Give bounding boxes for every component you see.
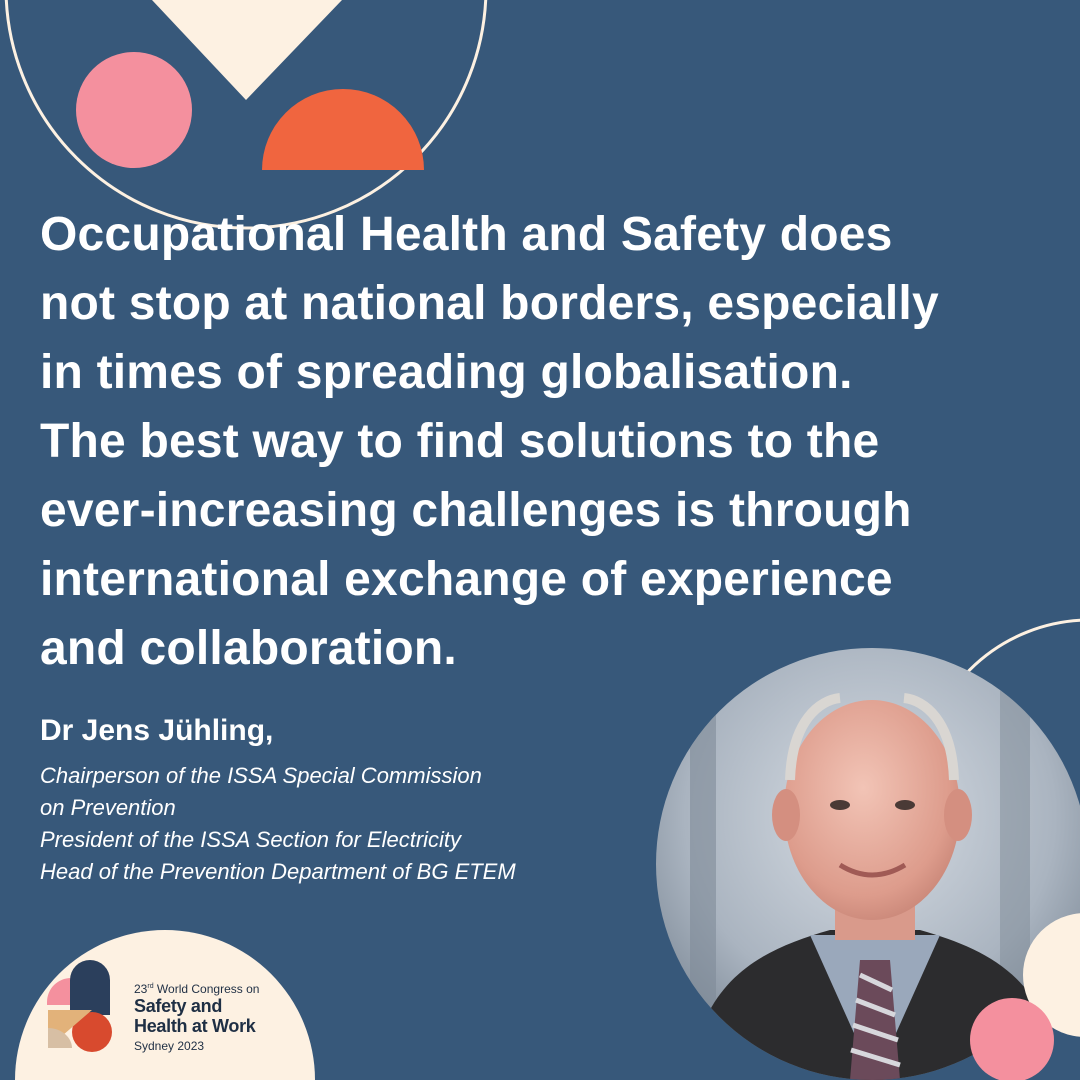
congress-title-line1: Safety and	[134, 996, 223, 1016]
congress-title-line2: Health at Work	[134, 1016, 256, 1036]
quote-line: in times of spreading globalisation.	[40, 346, 853, 399]
orange-half-circle	[262, 89, 424, 170]
author-name: Dr Jens Jühling,	[40, 714, 274, 747]
congress-edition	[134, 980, 259, 996]
author-roles	[40, 760, 680, 888]
edition-number: 23	[134, 982, 148, 996]
quote-line: The best way to find solutions to the	[40, 415, 880, 468]
author-role-line: Head of the Prevention Department of BG ETEM	[40, 859, 516, 884]
edition-suffix: rd	[147, 983, 154, 990]
quote-line: not stop at national borders, especially	[40, 277, 939, 330]
quote-text	[40, 200, 1030, 683]
author-role-line: on Prevention	[40, 795, 176, 820]
congress-logo-text	[134, 980, 259, 1054]
event-line: World Congress on	[153, 982, 260, 996]
author-role-line: Chairperson of the ISSA Special Commission	[40, 763, 482, 788]
quote-line: Occupational Health and Safety does	[40, 208, 893, 261]
quote-line: international exchange of experience	[40, 553, 893, 606]
quote-line: ever-increasing challenges is through	[40, 484, 912, 537]
congress-city-year: Sydney 2023	[134, 1039, 205, 1053]
pink-circle-bottom-right	[970, 998, 1054, 1080]
quote-line: and collaboration.	[40, 622, 457, 675]
author-role-line: President of the ISSA Section for Electricity	[40, 827, 462, 852]
pink-circle	[76, 52, 192, 168]
